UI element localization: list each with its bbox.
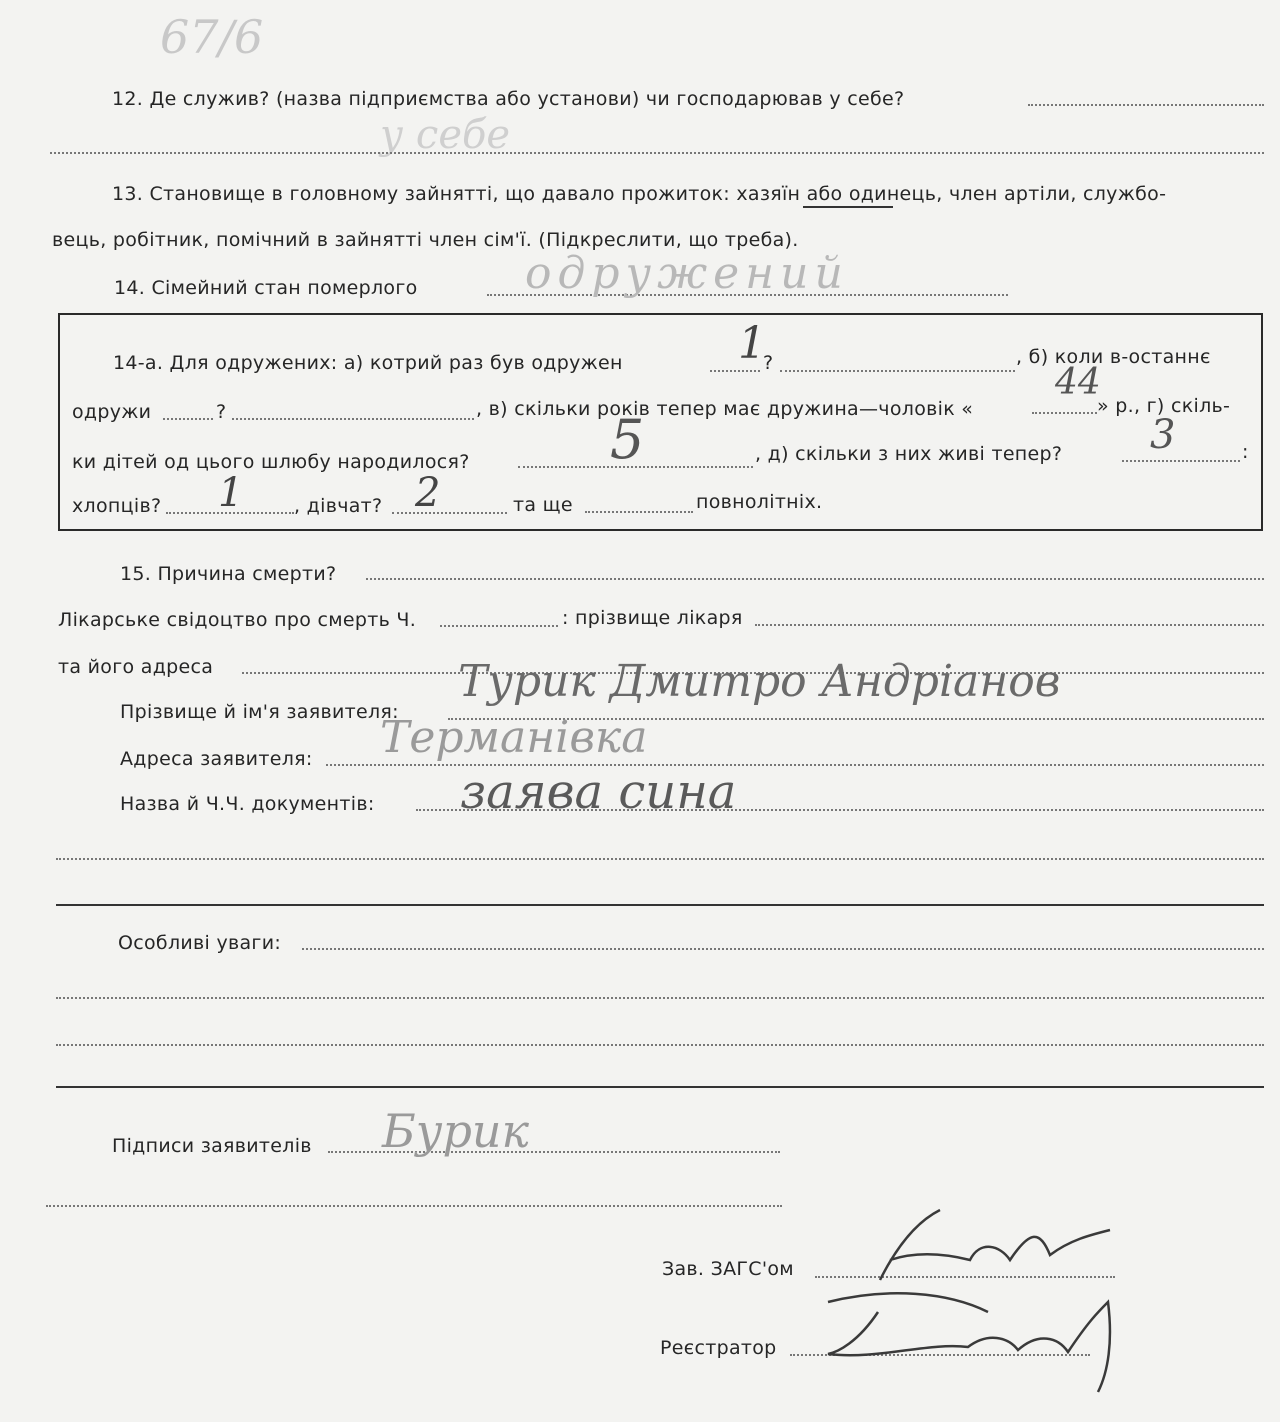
q14a-married-line-2 (232, 418, 474, 420)
applicant-signature: Бурик (382, 1104, 530, 1158)
cert-number-line (440, 625, 558, 627)
q14a-line3-b: , д) скільки з них живі тепер? (755, 443, 1063, 465)
cert-label: Лікарське свідоцтво про смерть Ч. (58, 609, 417, 631)
q14a-line2-b: , в) скільки років тепер має дружина—чоловік « (476, 398, 974, 420)
q14a-line3-c: : (1242, 441, 1249, 463)
q14a-age-line (1032, 412, 1097, 414)
section-rule-1 (56, 904, 1264, 906)
applicant-signature-label: Підписи заявителів (112, 1135, 312, 1157)
q14a-line4-adults: повнолітніх. (696, 491, 823, 513)
registrar-label: Реєстратор (660, 1337, 777, 1359)
q14a-married-line (163, 418, 213, 420)
remarks-line-3 (56, 1044, 1264, 1046)
q14a-times-answer: 1 (738, 318, 766, 369)
q14-label: 14. Сімейний стан померлого (114, 277, 418, 299)
q13-underline (803, 206, 893, 208)
q14a-line2-c: » р., г) скіль- (1097, 395, 1231, 417)
remarks-line-2 (56, 997, 1264, 999)
q12-label: 12. Де служив? (назва підприємства або установи) чи господарював у себе? (112, 88, 905, 110)
doctor-line (755, 624, 1264, 626)
q12-line-1 (1028, 104, 1264, 106)
q13-line-2: вець, робітник, помічний в зайнятті член сім'ї. (Підкреслити, що треба). (52, 229, 799, 251)
q14a-alive-line (1122, 460, 1240, 462)
remarks-line-1 (302, 948, 1264, 950)
applicant-name-label: Прізвище й ім'я заявителя: (120, 701, 399, 723)
applicant-signature-line-2 (46, 1205, 782, 1207)
q14a-line1-q: ? (763, 352, 774, 374)
q14a-line4-more: та ще (513, 494, 573, 516)
q14a-line2-q: ? (216, 401, 227, 423)
q14a-line4-girls: , дівчат? (294, 495, 383, 517)
applicant-name-value: Турик Дмитро Андріанов (458, 656, 1061, 707)
q14-answer: одружений (525, 248, 849, 299)
q14a-alive-answer: 3 (1150, 412, 1176, 458)
applicant-address-value: Терманівка (380, 712, 648, 763)
q14a-line1-b: , б) коли в-останнє (1016, 346, 1211, 368)
registrar-signature (768, 1282, 1168, 1402)
section-rule-2 (56, 1086, 1264, 1088)
q14a-line4-boys: хлопців? (72, 495, 162, 517)
documents-label: Назва й Ч.Ч. документів: (120, 793, 375, 815)
q14a-girls-answer: 2 (415, 470, 441, 516)
q12-answer: у себе (380, 112, 511, 158)
q13-line-1: 13. Становище в головному зайнятті, що давало прожиток: хазяїн або одинець, член артіли, службо- (112, 183, 1167, 205)
q14a-line3-text: ки дітей од цього шлюбу народилося? (72, 451, 470, 473)
head-label: Зав. ЗАГС'ом (662, 1258, 794, 1280)
q12-line-2 (50, 152, 1264, 154)
doctor-label: : прізвище лікаря (562, 607, 743, 629)
q14a-when-line (780, 370, 1015, 372)
q14a-line1-text: 14-а. Для одружених: а) котрий раз був одружен (113, 352, 623, 374)
q14a-children-answer: 5 (610, 408, 645, 471)
q14a-adults-line (585, 511, 693, 513)
blank-line-1 (56, 858, 1264, 860)
q14a-girls-line (392, 512, 507, 514)
corner-note: 67/6 (160, 10, 264, 64)
q15-line (366, 578, 1264, 580)
doctor-address-label: та його адреса (58, 656, 214, 678)
q14a-age-answer: 44 (1055, 362, 1101, 403)
q14a-times-line (710, 370, 760, 372)
q14a-line2-text: одружи (72, 401, 152, 423)
applicant-address-label: Адреса заявителя: (120, 748, 313, 770)
documents-value: заява сина (460, 764, 737, 820)
remarks-label: Особливі уваги: (118, 932, 282, 954)
q14a-boys-answer: 1 (218, 470, 244, 516)
q15-label: 15. Причина смерти? (120, 563, 337, 585)
